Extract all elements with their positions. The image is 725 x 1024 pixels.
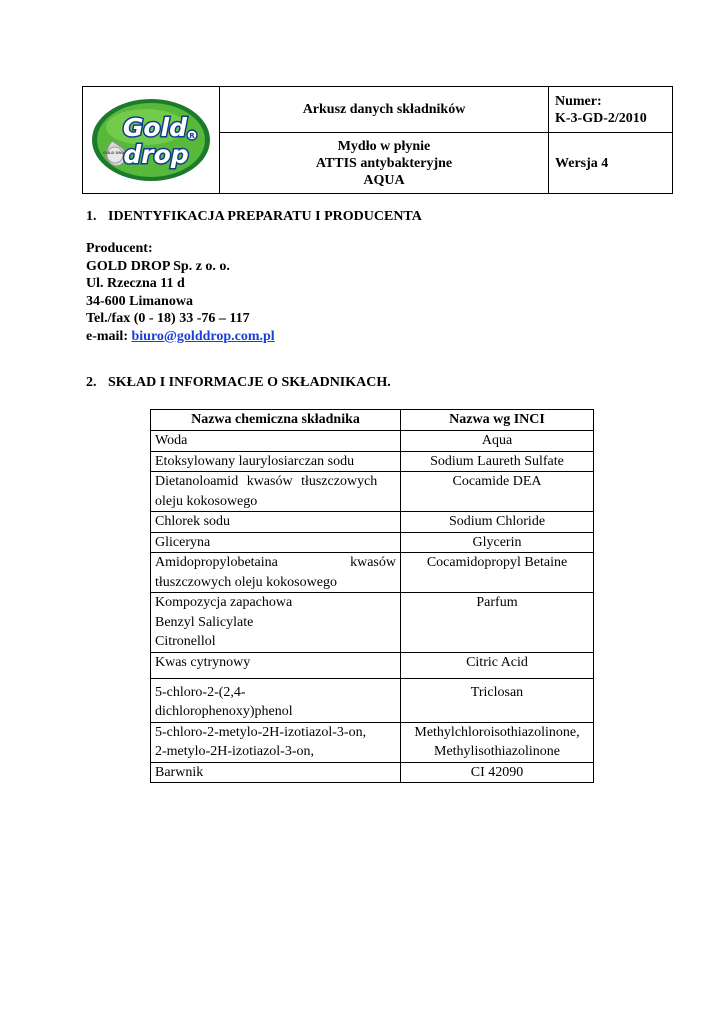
table-row: [151, 678, 594, 722]
producer-email-label: e-mail:: [86, 328, 128, 344]
ingredient-inci: Triclosan: [401, 678, 594, 722]
producer-email-line: [86, 328, 275, 346]
table-row: [151, 652, 594, 678]
table-row: [151, 472, 594, 512]
logo-cell: [83, 87, 220, 194]
ingredient-name: Chlorek sodu: [151, 512, 401, 533]
ingredient-name-line: Dietanoloamid kwasów tłuszczowych: [155, 474, 378, 489]
ingredient-name-word: Amidopropylobetaina: [155, 555, 278, 570]
table-row: [151, 451, 594, 472]
ingredient-name: [151, 553, 401, 593]
ingredient-inci: Aqua: [401, 431, 594, 452]
ingredient-name-line: 5-chloro-2-(2,4-: [155, 684, 246, 700]
ingredient-name-line: 2-metylo-2H-izotiazol-3-on,: [155, 744, 315, 759]
ingredient-name: [151, 472, 401, 512]
document-number-cell: [549, 87, 673, 133]
ingredient-inci-line: Methylchloroisothiazolinone,: [414, 724, 580, 740]
ingredient-name: [151, 678, 401, 722]
ingredient-name-line: Kompozycja zapachowa: [155, 595, 293, 610]
logo-text-drop: drop: [123, 140, 189, 169]
ingredient-name: Barwnik: [151, 762, 401, 783]
section-1-title: IDENTYFIKACJA PREPARATU I PRODUCENTA: [108, 209, 422, 224]
producer-name: GOLD DROP Sp. z o. o.: [86, 258, 230, 274]
header-table: [82, 86, 673, 194]
version-cell: Wersja 4: [549, 133, 673, 194]
ingredient-name-line: [155, 553, 396, 573]
section-1-heading: [86, 209, 422, 225]
ingredient-name-line: 5-chloro-2-metylo-2H-izotiazol-3-on,: [155, 724, 367, 740]
gold-drop-logo-graphic: [90, 97, 212, 183]
producer-info: [86, 240, 275, 345]
producer-label: Producent:: [86, 241, 153, 256]
registered-mark-icon: R: [189, 132, 195, 140]
producer-street: Ul. Rzeczna 11 d: [86, 276, 185, 291]
column-header-chemical-name: Nazwa chemiczna składnika: [151, 410, 401, 431]
ingredient-name-word: kwasów: [350, 555, 396, 570]
section-2-title: SKŁAD I INFORMACJE O SKŁADNIKACH.: [108, 375, 391, 390]
ingredient-name-line: oleju kokosowego: [155, 493, 258, 509]
product-name-line2: ATTIS antybakteryjne: [315, 155, 453, 171]
ingredient-name: Woda: [151, 431, 401, 452]
ingredient-name: [151, 722, 401, 762]
table-row: [151, 553, 594, 593]
ingredient-inci: Parfum: [401, 593, 594, 653]
product-name-line3: AQUA: [363, 172, 405, 188]
ingredient-name: Kwas cytrynowy: [151, 652, 401, 678]
table-row: [151, 512, 594, 533]
ingredient-inci: CI 42090: [401, 762, 594, 783]
logo-text-gold: Gold: [122, 113, 188, 142]
ingredient-name: [151, 593, 401, 653]
section-1-number: 1.: [86, 209, 97, 224]
logo-badge-text: GOLD DROP: [103, 151, 127, 155]
ingredient-name-line: tłuszczowych oleju kokosowego: [155, 574, 337, 590]
ingredient-inci: Cocamidopropyl Betaine: [401, 553, 594, 593]
producer-phone: Tel./fax (0 - 18) 33 -76 – 117: [86, 311, 250, 326]
producer-city: 34-600 Limanowa: [86, 293, 193, 309]
ingredient-name-line: dichlorophenoxy)phenol: [155, 704, 293, 719]
table-row: [151, 431, 594, 452]
ingredient-inci: Citric Acid: [401, 652, 594, 678]
ingredient-inci: Glycerin: [401, 532, 594, 553]
column-header-inci-name: Nazwa wg INCI: [401, 410, 594, 431]
ingredient-inci: Sodium Laureth Sulfate: [401, 451, 594, 472]
ingredients-table: [150, 409, 594, 783]
ingredient-inci: Sodium Chloride: [401, 512, 594, 533]
ingredient-name: Etoksylowany laurylosiarczan sodu: [151, 451, 401, 472]
ingredient-name-line: Citronellol: [155, 634, 216, 649]
gold-drop-logo: [83, 88, 219, 192]
table-row: [151, 532, 594, 553]
section-2-number: 2.: [86, 375, 97, 390]
table-header-row: [151, 410, 594, 431]
ingredient-name-line: Benzyl Salicylate: [155, 614, 254, 630]
document-number-value: K-3-GD-2/2010: [555, 110, 647, 126]
ingredient-inci-line: Methylisothiazolinone: [434, 744, 560, 759]
section-2-heading: [86, 375, 391, 391]
producer-email-link[interactable]: biuro@golddrop.com.pl: [131, 328, 275, 344]
document-number-label: Numer:: [555, 93, 602, 109]
ingredient-name: Gliceryna: [151, 532, 401, 553]
table-row: [151, 762, 594, 783]
product-name-line1: Mydło w płynie: [337, 138, 431, 154]
sheet-title: Arkusz danych składników: [220, 87, 549, 133]
product-name-cell: [220, 133, 549, 194]
table-row: [151, 722, 594, 762]
ingredient-inci: [401, 722, 594, 762]
table-row: [151, 593, 594, 653]
ingredient-inci: Cocamide DEA: [401, 472, 594, 512]
